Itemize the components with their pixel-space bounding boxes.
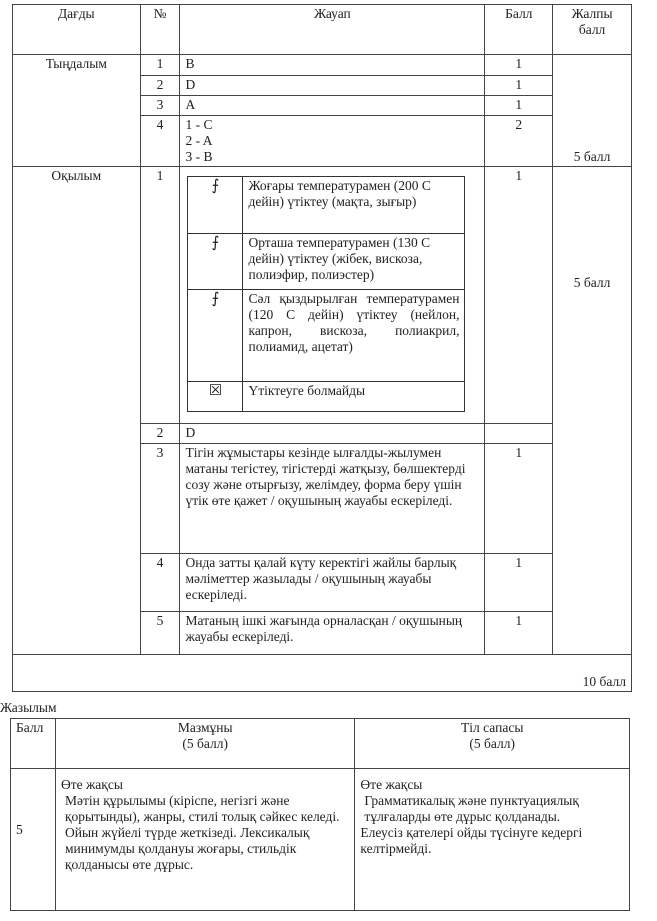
header-content [55, 719, 354, 769]
criteria-text: Елеусіз қателері ойды түсінуге кедергі келтірмейді. [360, 825, 583, 856]
iron-high-temp-icon: ⨍ [188, 177, 243, 234]
row-score: 1 [485, 167, 553, 424]
row-score: 2 [485, 116, 553, 167]
row-score: 1 [485, 55, 553, 76]
iron-low-temp-icon: ⨍ [188, 290, 243, 382]
header-number: № [140, 5, 180, 55]
row-number: 2 [140, 76, 180, 96]
criteria-text: Мәтін құрылымы (кіріспе, негізгі және қорытынды), жанры, стилі толық сәйкес келеді. Ойын жүйелі түрде жеткізеді. Лексикалық минимумды қолдануы жоғары, стильдік қолданысы өте дұрыс. [64, 793, 340, 872]
row-number: 3 [140, 96, 180, 116]
reading-total: 5 балл [553, 167, 632, 655]
symbol-description: Жоғары температурамен (200 С дейін) үтіктеу (мақта, зығыр) [243, 177, 465, 234]
header-language [355, 719, 630, 769]
row-answer: Тігін жұмыстары кезінде ылғалды-жылумен матаны тегістеу, тігістерді жатқызу, бөлшектерді созу және отырғызу, желімдеу, форма беру үшін үтік өте қажет / оқушының жауабы ескеріледі. [180, 444, 485, 554]
answer-key-table [12, 4, 632, 692]
row-number: 4 [140, 554, 180, 612]
row-answer: D [180, 76, 485, 96]
criteria-level: Өте жақсы [60, 777, 123, 792]
row-answer: B [180, 55, 485, 76]
grand-total: 10 балл [13, 655, 632, 692]
writing-rubric-table [10, 718, 630, 911]
header-skill: Дағды [13, 5, 141, 55]
row-score [485, 424, 553, 444]
row-score: 5 [11, 769, 56, 911]
language-criteria [355, 769, 630, 911]
row-answer: Онда затты қалай күту керектігі жайлы барлық мәліметтер жазылады / оқушының жауабы ескеріледі. [180, 554, 485, 612]
content-criteria [55, 769, 354, 911]
row-number: 2 [140, 424, 180, 444]
symbol-description: Орташа температурамен (130 С дейін) үтіктеу (жібек, вискоза, полиэфир, полиэстер) [243, 234, 465, 290]
row-number: 5 [140, 612, 180, 655]
header-score: Балл [485, 5, 553, 55]
table-row [11, 769, 630, 911]
content-points: (5 балл) [182, 736, 228, 751]
row-answer [180, 167, 485, 424]
table-row [13, 167, 632, 424]
answer-line: 2 - A [185, 133, 213, 148]
row-score: 1 [485, 96, 553, 116]
answer-line: 3 - B [185, 149, 213, 164]
row-score: 1 [485, 554, 553, 612]
skill-listening: Тыңдалым [13, 55, 141, 167]
answer-line: 1 - C [185, 117, 213, 132]
row-score: 1 [485, 76, 553, 96]
row-number: 1 [140, 167, 180, 424]
row-answer: A [180, 96, 485, 116]
header-answer: Жауап [180, 5, 485, 55]
ironing-symbols-table [187, 176, 465, 412]
writing-label: Жазылым [0, 700, 57, 715]
row-number: 3 [140, 444, 180, 554]
skill-reading: Оқылым [13, 167, 141, 655]
row-answer [180, 116, 485, 167]
criteria-text: Грамматикалық және пунктуациялық тұлғаларды өте дұрыс қолданады. [364, 793, 579, 824]
language-title: Тіл сапасы [461, 720, 524, 735]
row-score: 1 [485, 444, 553, 554]
symbol-description: Сәл қыздырылған температурамен (120 С дейін) үтіктеу (нейлон, капрон, вискоза, полиакрил, полиамид, ацетат) [243, 290, 465, 382]
no-iron-icon: ☒ [188, 382, 243, 412]
content-title: Мазмұны [177, 720, 233, 735]
table-row [13, 55, 632, 76]
listening-total: 5 балл [553, 55, 632, 167]
row-score: 1 [485, 612, 553, 655]
header-score: Балл [11, 719, 56, 769]
symbol-description: Үтіктеуге болмайды [243, 382, 465, 412]
language-points: (5 балл) [469, 736, 515, 751]
iron-medium-temp-icon: ⨍ [188, 234, 243, 290]
row-answer: Матаның ішкі жағында орналасқан / оқушының жауабы ескеріледі. [180, 612, 485, 655]
row-number: 4 [140, 116, 180, 167]
row-answer: D [180, 424, 485, 444]
criteria-level: Өте жақсы [360, 777, 423, 792]
row-number: 1 [140, 55, 180, 76]
header-total: Жалпы балл [553, 5, 632, 55]
